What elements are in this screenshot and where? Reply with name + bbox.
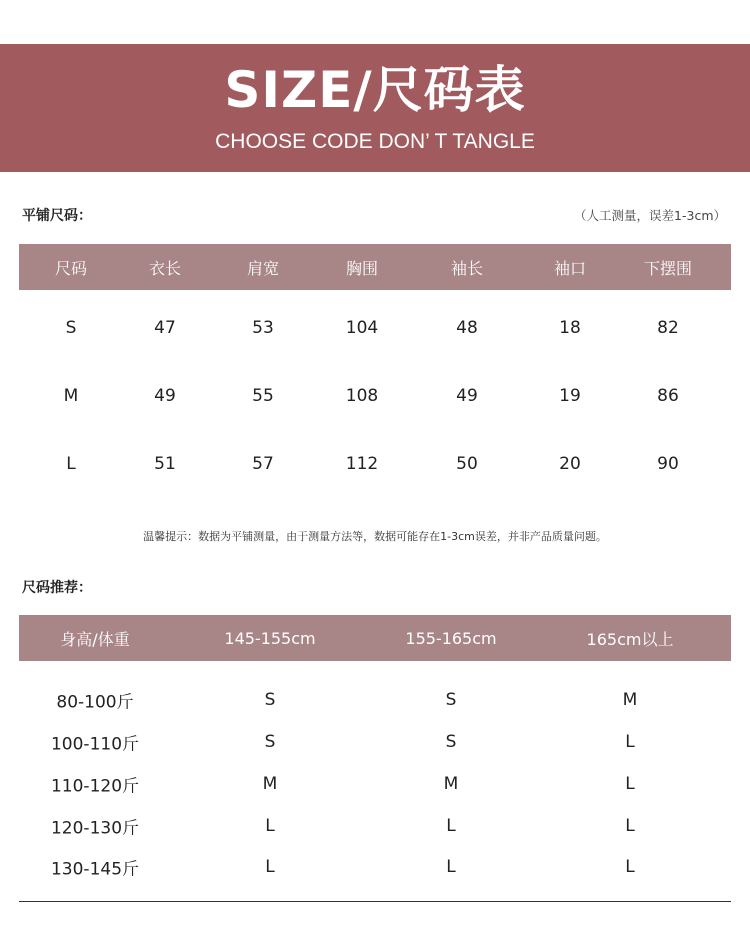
- col-header-height-155-165: 155-165cm: [405, 628, 497, 648]
- table-cell: S: [264, 690, 276, 710]
- col-header-sleeve-length: 袖长: [450, 258, 484, 278]
- col-header-length: 衣长: [148, 258, 182, 278]
- measurement-tip: 温馨提示：数据为平铺测量，由于测量方法等，数据可能存在1-3cm误差，并非产品质量问题。: [143, 530, 607, 543]
- table-cell: 47: [154, 318, 176, 338]
- table-cell: 112: [345, 454, 379, 474]
- table-cell: L: [446, 857, 456, 877]
- table-cell: 104: [345, 318, 379, 338]
- table-cell: M: [622, 690, 638, 710]
- table-cell: 110-120斤: [50, 776, 140, 797]
- table-cell: M: [262, 774, 278, 794]
- table-cell: 80-100斤: [56, 692, 134, 713]
- recommend-label: 尺码推荐：: [22, 580, 92, 596]
- table-cell: 120-130斤: [50, 818, 140, 839]
- table-cell: M: [443, 774, 459, 794]
- table-cell: 100-110斤: [50, 734, 140, 755]
- table-cell: S: [264, 732, 276, 752]
- table-cell: S: [445, 732, 457, 752]
- col-header-chest: 胸围: [345, 258, 379, 278]
- table-cell: 53: [252, 318, 274, 338]
- header-banner: [0, 44, 750, 172]
- table-cell: S: [445, 690, 457, 710]
- col-header-height-165-plus: 165cm以上: [586, 629, 674, 649]
- recommend-table-header: [19, 615, 731, 661]
- col-header-size: 尺码: [54, 258, 88, 278]
- size-table-header: [19, 244, 731, 290]
- measurement-note: （人工测量，误差1-3cm）: [574, 208, 726, 223]
- table-cell: M: [63, 386, 79, 406]
- table-cell: 86: [657, 386, 679, 406]
- col-header-cuff: 袖口: [553, 258, 587, 278]
- table-cell: L: [625, 732, 635, 752]
- col-header-height-145-155: 145-155cm: [224, 628, 316, 648]
- table-cell: L: [625, 857, 635, 877]
- col-header-shoulder: 肩宽: [246, 258, 280, 278]
- table-cell: L: [66, 454, 76, 474]
- table-cell: 20: [559, 454, 581, 474]
- table-cell: 50: [456, 454, 478, 474]
- table-cell: 49: [154, 386, 176, 406]
- table-cell: L: [625, 774, 635, 794]
- table-cell: 108: [345, 386, 379, 406]
- table-cell: 130-145斤: [50, 859, 140, 880]
- col-header-height-weight: 身高/体重: [60, 629, 130, 649]
- page-title: SIZE/尺码表: [224, 61, 526, 119]
- table-cell: 55: [252, 386, 274, 406]
- table-cell: 18: [559, 318, 581, 338]
- table-cell: 57: [252, 454, 274, 474]
- table-cell: 19: [559, 386, 581, 406]
- table-cell: 90: [657, 454, 679, 474]
- table-cell: 48: [456, 318, 478, 338]
- bottom-divider: [19, 901, 731, 902]
- table-cell: L: [625, 816, 635, 836]
- page-subtitle: CHOOSE CODE DON’ T TANGLE: [215, 130, 535, 153]
- table-cell: L: [265, 816, 275, 836]
- table-cell: 51: [154, 454, 176, 474]
- table-cell: L: [265, 857, 275, 877]
- table-cell: S: [65, 318, 77, 338]
- table-cell: L: [446, 816, 456, 836]
- flat-size-label: 平铺尺码：: [22, 208, 92, 224]
- table-cell: 82: [657, 318, 679, 338]
- col-header-hem: 下摆围: [643, 258, 693, 278]
- table-cell: 49: [456, 386, 478, 406]
